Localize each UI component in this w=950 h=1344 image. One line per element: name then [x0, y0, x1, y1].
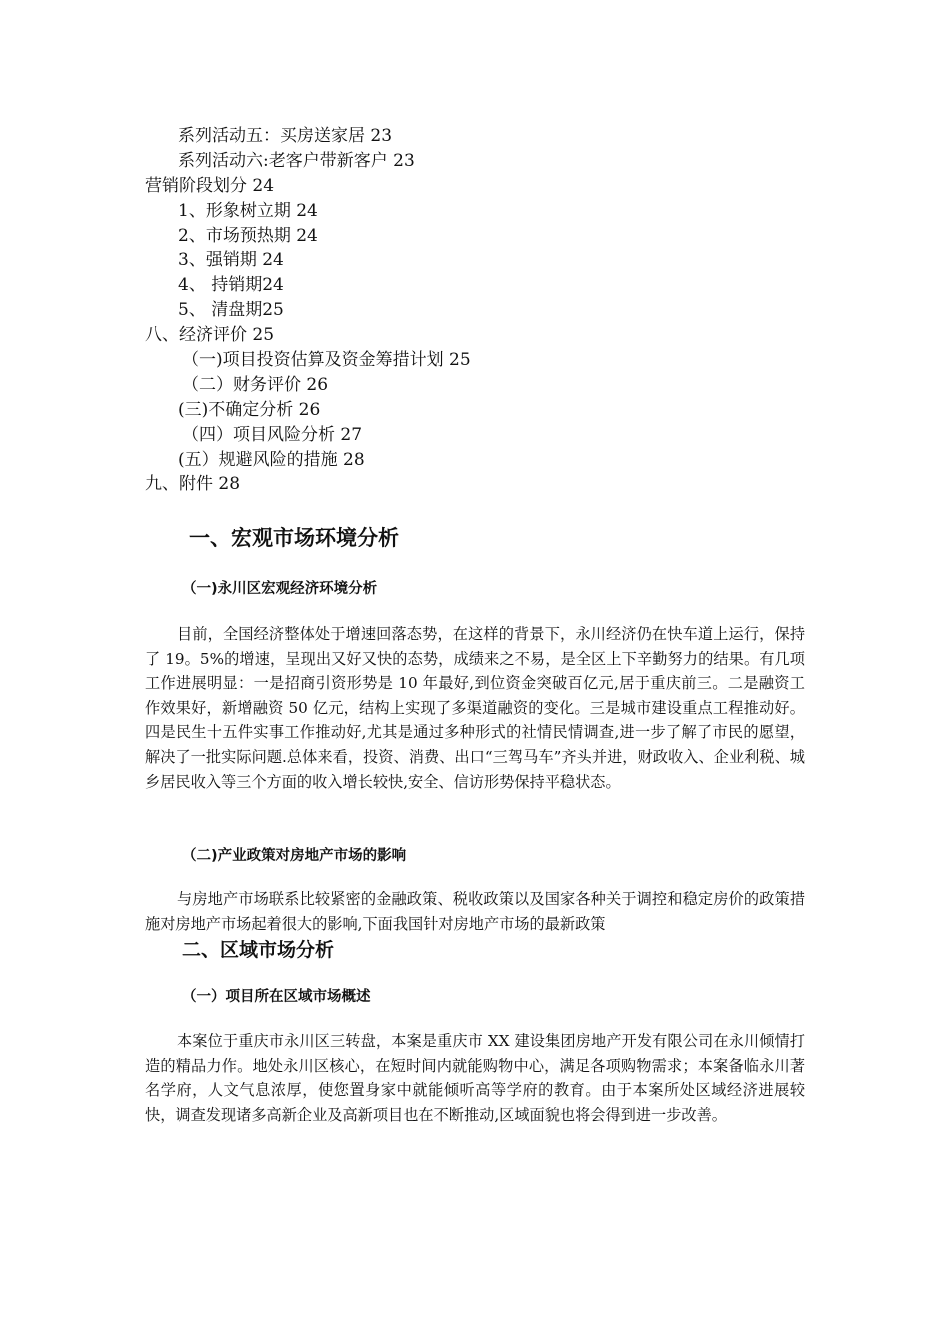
toc-entry: 1、形象树立期 24 [178, 200, 318, 221]
toc-entry: 系列活动六:老客户带新客户 23 [178, 150, 415, 171]
toc-entry: 系列活动五：买房送家居 23 [178, 126, 393, 146]
toc-entry: （一)项目投资估算及资金筹措计划 25 [182, 350, 471, 371]
toc-entry: 九、附件 28 [145, 474, 241, 495]
section-1-sub-1-body: 目前，全国经济整体处于增速回落态势，在这样的背景下，永川经济仍在快车道上运行，保持了 19。5%的增速，呈现出又好又快的态势，成绩来之不易，是全区上下辛勤努力的结果。有几项工作进展明显：一是招商引资形势是 10 年最好,到位资金突破百亿元,居于重庆前三。二是融资工作效果好，新增融资 50 亿元，结构上实现了多渠道融资的变化。三是城市建设重点工程推动好。四是民生十五件实事工作推动好,尤其是通过多种形式的社情民情调查,进一步了解了市民的愿望，解决了一批实际问题.总体来看，投资、消费、出口“三驾马车”齐头并进，财政收入、企业利税、城乡居民收入等三个方面的收入增长较快,安全、信访形势保持平稳状态。 [145, 625, 805, 791]
toc-entry: 5、 清盘期25 [178, 300, 284, 321]
toc-entry: 八、经济评价 25 [145, 325, 275, 346]
section-2-sub-1-body: 本案位于重庆市永川区三转盘，本案是重庆市 XX 建设集团房地产开发有限公司在永川倾情打造的精品力作。地处永川区核心，在短时间内就能购物中心，满足各项购物需求；本案备临永川著名学府，人文气息浓厚，使您置身家中就能倾听高等学府的教育。由于本案所处区域经济进展较快，调查发现诸多高新企业及高新项目也在不断推动,区域面貌也将会得到进一步改善。 [145, 1032, 805, 1124]
section-2-sub-1-title: （一）项目所在区域市场概述 [182, 989, 371, 1005]
toc-entry: （二）财务评价 26 [182, 374, 329, 395]
toc-entry: （四）项目风险分析 27 [182, 424, 363, 445]
section-2-title: 二、区域市场分析 [182, 939, 335, 961]
toc-entry: 2、市场预热期 24 [178, 225, 318, 246]
section-1-sub-2-body: 与房地产市场联系比较紧密的金融政策、税收政策以及国家各种关于调控和稳定房价的政策措施对房地产市场起着很大的影响,下面我国针对房地产市场的最新政策 [145, 890, 805, 933]
section-1-sub-2-title: （二)产业政策对房地产市场的影响 [182, 848, 407, 864]
table-of-contents [145, 124, 825, 497]
toc-entry: 营销阶段划分 24 [145, 175, 275, 196]
toc-entry: (三)不确定分析 26 [178, 399, 321, 420]
toc-entry: 4、 持销期24 [178, 275, 284, 296]
section-1-title: 一、宏观市场环境分析 [189, 526, 399, 550]
toc-entry: (五）规避风险的措施 28 [178, 449, 365, 470]
section-1-sub-1-title: （一)永川区宏观经济环境分析 [182, 581, 378, 597]
toc-entry: 3、强销期 24 [178, 250, 284, 271]
